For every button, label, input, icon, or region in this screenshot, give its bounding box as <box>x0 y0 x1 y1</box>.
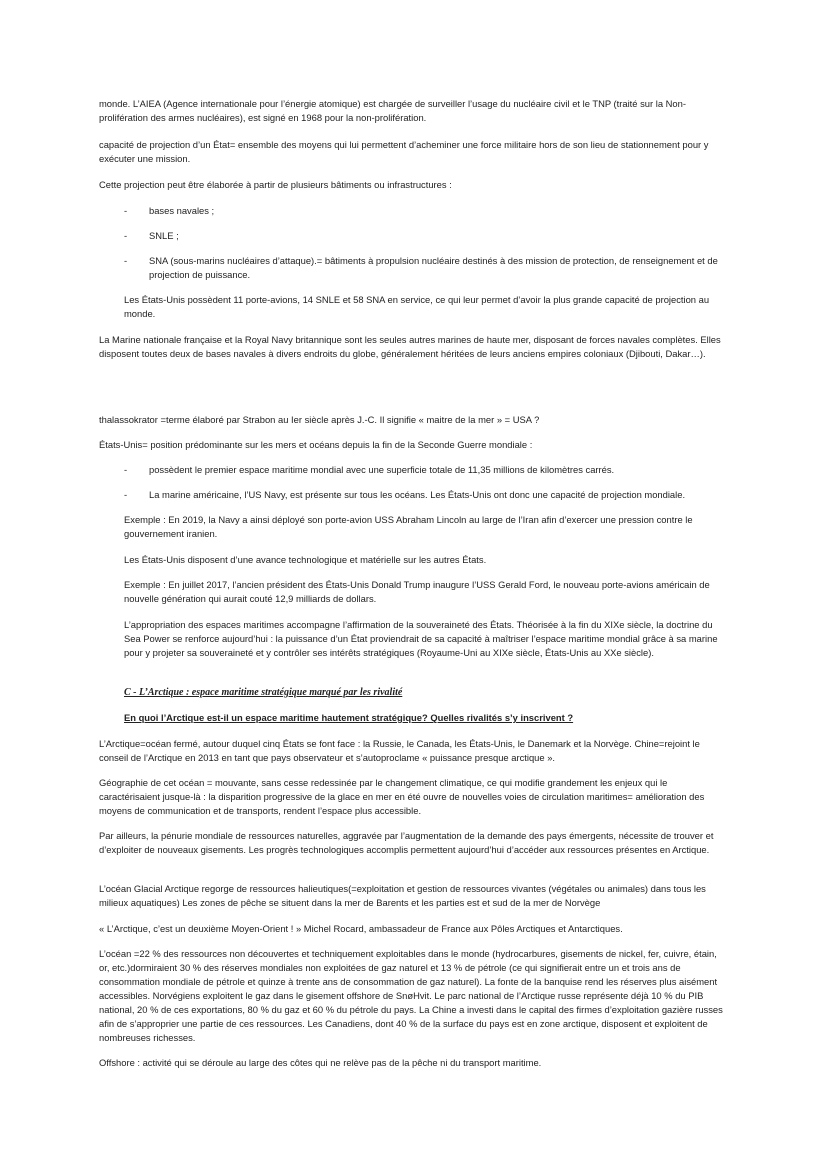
list-item-us-navy: La marine américaine, l’US Navy, est présente sur tous les océans. Les États-Unis ont donc une capacité de projection mondiale. <box>149 489 686 500</box>
paragraph-rocard-quote: « L’Arctique, c’est un deuxième Moyen-Orient ! » Michel Rocard, ambassadeur de France aux Pôles Arctiques et Antarctiques. <box>99 923 623 934</box>
paragraph-us-position: États-Unis= position prédominante sur les mers et océans depuis la fin de la Seconde Guerre mondiale : <box>99 439 533 450</box>
list-item-bases-navales: bases navales ; <box>149 205 215 216</box>
list-item-maritime-space: possèdent le premier espace maritime mondial avec une superficie totale de 11,35 millions de kilomètres carrés. <box>149 464 615 475</box>
bullet-dash: - <box>124 205 128 216</box>
bullet-dash: - <box>124 230 128 241</box>
paragraph-arctique-states: L’Arctique=océan fermé, autour duquel cinq États se font face : la Russie, le Canada, les États-Unis, le Danemark et la Norvège. Chine=rejoint le conseil de l’Arctique en 2013 en tant que pays observateur et s’autoproclame « puissance presque arctique ». <box>99 738 700 763</box>
paragraph-projection-intro: Cette projection peut être élaborée à partir de plusieurs bâtiments ou infrastructures : <box>99 179 452 190</box>
paragraph-example-2017: Exemple : En juillet 2017, l’ancien président des États-Unis Donald Trump inaugure l’USS Gerald Ford, le nouveau porte-avions américain de nouvelle génération qui aurait couté 12,9 milliards de dollars. <box>124 579 710 604</box>
paragraph-ocean-resources: L’océan =22 % des ressources non découvertes et techniquement exploitables dans le monde (hydrocarbures, gisements de nickel, fer, cuivre, étain, or, etc.)dormiraient 30 % des réserves mondiales non exploitées de gaz naturel et 13 % de pétrole (ce qui signifierait entre un et trois ans de consommation mondiale de pétrole et quinze à trente ans de consommation de gaz naturel). La fonte de la banquise rend les réserves plus aisément accessibles. Norvégiens exploitent le gaz dans le gisement offshore de SnøHvit. Le parc national de l’Arctique russe représente déjà 10 % du PIB national, 20 % de ces exportations, 80 % du gaz et 60 % du pétrole du pays. La Chine a investi dans le capital des firmes d’exploitation gazière russes afin de s’approprier une partie de ces ressources. Les Canadiens, dont 40 % de la surface du pays est en zone arctique, disposent et exploitent de nombreuses richesses. <box>99 948 723 1043</box>
list-item-sna: SNA (sous-marins nucléaires d’attaque).= bâtiments à propulsion nucléaire destinés à des mission de protection, de renseignement et de projection de puissance. <box>149 255 718 280</box>
section-question: En quoi l’Arctique est-il un espace maritime hautement stratégique? Quelles rivalités s’y inscrivent ? <box>124 712 574 723</box>
paragraph-us-fleet: Les États-Unis possèdent 11 porte-avions, 14 SNLE et 58 SNA en service, ce qui leur permet d’avoir la plus grande capacité de projection au monde. <box>124 294 710 319</box>
bullet-dash: - <box>124 255 128 266</box>
list-item-snle: SNLE ; <box>149 230 179 241</box>
paragraph-projection-definition: capacité de projection d’un État= ensemble des moyens qui lui permettent d’acheminer une force militaire hors de son lieu de stationnement pour y exécuter une mission. <box>99 139 709 164</box>
paragraph-halieutiques: L’océan Glacial Arctique regorge de ressources halieutiques(=exploitation et gestion de ressources vivantes (végétales ou animales) dans tous les milieux aquatiques) Les zones de pêche se situent dans la mer de Barents et les parties est et sud de la mer de Norvège <box>99 883 706 908</box>
paragraph-aiea: monde. L’AIEA (Agence internationale pour l’énergie atomique) est chargée de surveiller l’usage du nucléaire civil et le TNP (traité sur la Non-prolifération des armes nucléaires), est signé en 1968 pour la non-prolifération. <box>99 98 686 123</box>
paragraph-thalassokrator: thalassokrator =terme élaboré par Strabon au Ier siècle après J.-C. Il signifie « maitre de la mer » = USA ? <box>99 414 540 425</box>
paragraph-geographie: Géographie de cet océan = mouvante, sans cesse redessinée par le changement climatique, ce qui modifie grandement les enjeux qui le caractérisaient jusque-là : la disparition progressive de la glace en mer en été ouvre de nouvelles voies de circulation maritimes= amélioration des moyens de communication et de transports, rendent l’espace plus accessible. <box>99 777 705 816</box>
paragraph-example-2019: Exemple : En 2019, la Navy a ainsi déployé son porte-avion USS Abraham Lincoln au large de l’Iran afin d’exercer une pression contre le gouvernement iranien. <box>124 514 693 539</box>
paragraph-french-british-navy: La Marine nationale française et la Royal Navy britannique sont les seules autres marines de haute mer, disposant de forces navales complètes. Elles disposent toutes deux de bases navales à divers endroits du globe, généralement héritées de leurs anciens empires coloniaux (Djibouti, Dakar…). <box>99 334 721 359</box>
section-title-arctique: C - L’Arctique : espace maritime stratégique marqué par les rivalité <box>124 687 403 698</box>
paragraph-sea-power: L’appropriation des espaces maritimes accompagne l’affirmation de la souveraineté des États. Théorisée à la fin du XIXe siècle, la doctrine du Sea Power se renforce aujourd’hui : la puissance d’un État proviendrait de sa capacité à maîtriser l’espace maritime mondial grâce à sa marine pour y projeter sa souveraineté et y contrôler ses intérêts stratégiques (Royaume-Uni au XIXe siècle, États-Unis au XXe siècle). <box>124 619 718 658</box>
paragraph-ressources: Par ailleurs, la pénurie mondiale de ressources naturelles, aggravée par l’augmentation de la demande des pays émergents, nécessite de trouver et d’exploiter de nouveaux gisements. Les progrès technologiques accomplis permettent aujourd’hui d’accéder aux ressources présentes en Arctique. <box>99 830 714 855</box>
bullet-dash: - <box>124 464 128 475</box>
bullet-dash: - <box>124 489 128 500</box>
paragraph-technological-advance: Les États-Unis disposent d’une avance technologique et matérielle sur les autres États. <box>124 554 487 565</box>
paragraph-offshore: Offshore : activité qui se déroule au large des côtes qui ne relève pas de la pêche ni du transport maritime. <box>99 1057 542 1068</box>
